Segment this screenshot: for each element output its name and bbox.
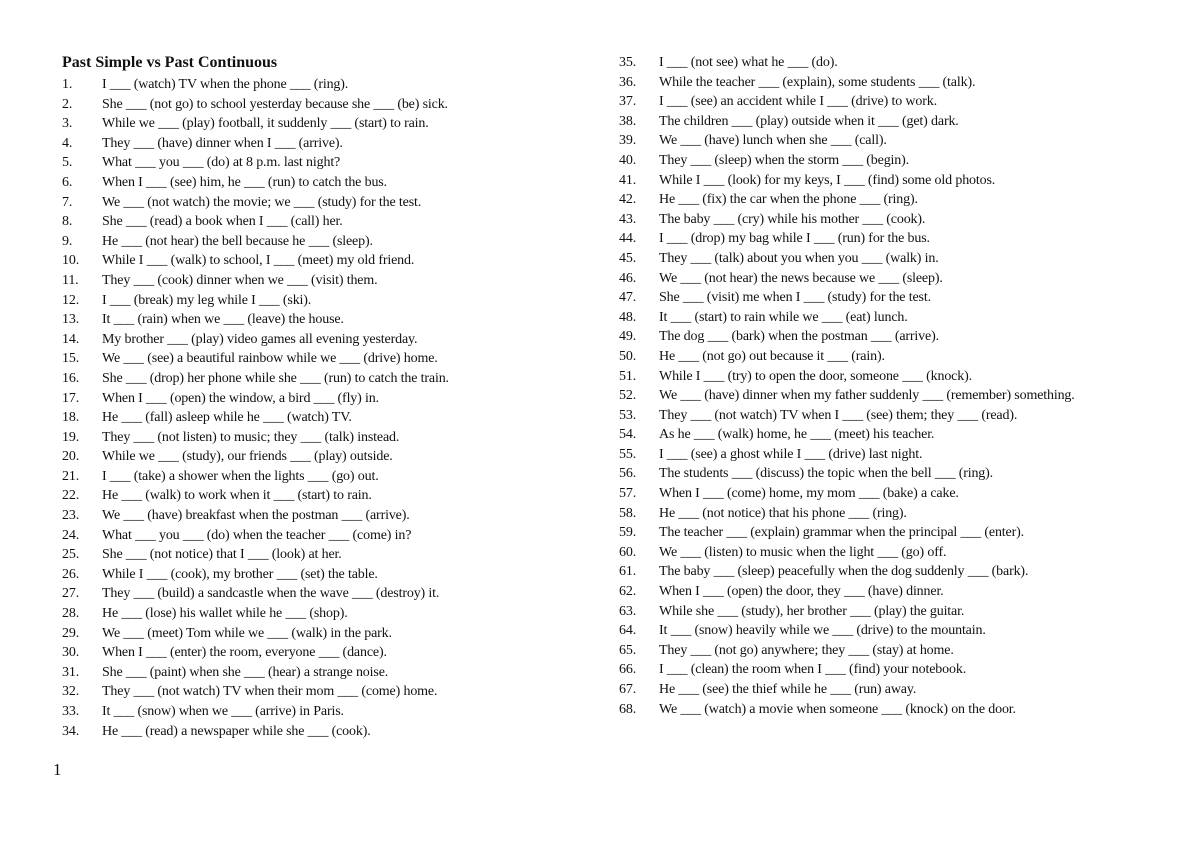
exercise-number: 63. xyxy=(619,603,637,619)
exercise-item xyxy=(619,210,1149,230)
exercise-number: 20. xyxy=(62,449,80,465)
exercise-item xyxy=(62,389,562,409)
exercise-number: 11. xyxy=(62,272,79,288)
exercise-sentence: She ___ (not go) to school yesterday because she ___ (be) sick. xyxy=(102,96,448,112)
exercise-item xyxy=(62,212,562,232)
exercise-sentence: I ___ (not see) what he ___ (do). xyxy=(659,55,838,70)
exercise-item xyxy=(619,523,1149,543)
exercise-sentence: He ___ (read) a newspaper while she ___ (cook). xyxy=(102,723,371,739)
exercise-sentence: He ___ (not notice) that his phone ___ (ring). xyxy=(659,505,907,521)
exercise-item xyxy=(619,602,1149,622)
exercise-item xyxy=(619,308,1149,328)
exercise-sentence: She ___ (paint) when she ___ (hear) a strange noise. xyxy=(102,664,389,680)
exercise-number: 7. xyxy=(62,194,73,210)
exercise-list-right xyxy=(619,53,1149,719)
exercise-sentence: They ___ (have) dinner when I ___ (arrive). xyxy=(102,135,343,151)
exercise-number: 52. xyxy=(619,388,637,404)
exercise-sentence: They ___ (build) a sandcastle when the wave ___ (destroy) it. xyxy=(102,586,440,602)
exercise-item xyxy=(62,506,562,526)
exercise-item xyxy=(62,232,562,252)
exercise-sentence: He ___ (not go) out because it ___ (rain). xyxy=(659,348,885,364)
exercise-sentence: He ___ (lose) his wallet while he ___ (shop). xyxy=(102,606,348,622)
exercise-sentence: They ___ (talk) about you when you ___ (walk) in. xyxy=(659,250,939,266)
exercise-sentence: I ___ (break) my leg while I ___ (ski). xyxy=(102,292,312,308)
exercise-sentence: They ___ (not watch) TV when I ___ (see) them; they ___ (read). xyxy=(659,407,1018,423)
exercise-sentence: It ___ (start) to rain while we ___ (eat) lunch. xyxy=(659,309,908,325)
exercise-item xyxy=(619,229,1149,249)
exercise-sentence: We ___ (have) breakfast when the postman ___ (arrive). xyxy=(102,508,410,524)
exercise-sentence: They ___ (cook) dinner when we ___ (visit) them. xyxy=(102,272,378,288)
exercise-sentence: What ___ you ___ (do) at 8 p.m. last night? xyxy=(102,155,341,171)
exercise-item xyxy=(619,112,1149,132)
exercise-item xyxy=(619,92,1149,112)
exercise-list-left xyxy=(62,75,562,741)
exercise-number: 44. xyxy=(619,231,637,247)
exercise-item xyxy=(62,565,562,585)
exercise-item xyxy=(619,190,1149,210)
exercise-number: 49. xyxy=(619,329,637,345)
exercise-sentence: While I ___ (look) for my keys, I ___ (find) some old photos. xyxy=(659,172,996,188)
exercise-sentence: We ___ (have) dinner when my father suddenly ___ (remember) something. xyxy=(659,388,1075,404)
exercise-item xyxy=(62,95,562,115)
exercise-number: 32. xyxy=(62,684,80,700)
exercise-item xyxy=(62,643,562,663)
exercise-item xyxy=(62,251,562,271)
exercise-sentence: He ___ (fall) asleep while he ___ (watch) TV. xyxy=(102,410,352,426)
exercise-sentence: She ___ (not notice) that I ___ (look) at her. xyxy=(102,547,342,563)
exercise-sentence: It ___ (snow) when we ___ (arrive) in Paris. xyxy=(102,704,344,719)
exercise-number: 1. xyxy=(62,77,73,92)
exercise-number: 23. xyxy=(62,508,80,524)
exercise-item xyxy=(62,604,562,624)
exercise-item xyxy=(62,526,562,546)
exercise-number: 61. xyxy=(619,564,637,580)
exercise-number: 55. xyxy=(619,446,637,462)
exercise-number: 36. xyxy=(619,74,637,90)
exercise-sentence: I ___ (watch) TV when the phone ___ (ring). xyxy=(102,77,349,92)
exercise-number: 33. xyxy=(62,704,80,719)
exercise-number: 26. xyxy=(62,566,80,582)
exercise-number: 59. xyxy=(619,525,637,541)
exercise-sentence: We ___ (not hear) the news because we ___ (sleep). xyxy=(659,270,943,286)
exercise-item xyxy=(62,193,562,213)
exercise-number: 10. xyxy=(62,253,80,269)
exercise-item xyxy=(619,464,1149,484)
page-number: 1 xyxy=(53,760,62,779)
exercise-item xyxy=(619,406,1149,426)
exercise-item xyxy=(619,151,1149,171)
exercise-sentence: As he ___ (walk) home, he ___ (meet) his teacher. xyxy=(659,427,935,443)
exercise-item xyxy=(619,386,1149,406)
page-title: Past Simple vs Past Continuous xyxy=(62,54,278,71)
exercise-number: 48. xyxy=(619,309,637,325)
exercise-number: 14. xyxy=(62,331,80,347)
exercise-item xyxy=(62,75,562,95)
exercise-number: 43. xyxy=(619,211,637,227)
exercise-number: 5. xyxy=(62,155,73,171)
exercise-sentence: When I ___ (come) home, my mom ___ (bake) a cake. xyxy=(659,486,959,502)
exercise-number: 35. xyxy=(619,55,637,70)
exercise-sentence: While the teacher ___ (explain), some students ___ (talk). xyxy=(659,74,976,90)
exercise-sentence: We ___ (have) lunch when she ___ (call). xyxy=(659,133,887,149)
exercise-item xyxy=(619,621,1149,641)
exercise-item xyxy=(62,408,562,428)
exercise-sentence: While I ___ (try) to open the door, someone ___ (knock). xyxy=(659,368,972,384)
exercise-sentence: They ___ (sleep) when the storm ___ (begin). xyxy=(659,152,910,168)
exercise-item xyxy=(619,288,1149,308)
exercise-sentence: She ___ (read) a book when I ___ (call) her. xyxy=(102,214,343,230)
exercise-item xyxy=(62,545,562,565)
exercise-sentence: While she ___ (study), her brother ___ (play) the guitar. xyxy=(659,603,965,619)
exercise-sentence: I ___ (drop) my bag while I ___ (run) for the bus. xyxy=(659,231,930,247)
exercise-number: 6. xyxy=(62,174,73,190)
exercise-item xyxy=(619,660,1149,680)
exercise-number: 68. xyxy=(619,701,637,717)
exercise-sentence: The students ___ (discuss) the topic when the bell ___ (ring). xyxy=(659,466,994,482)
exercise-item xyxy=(62,467,562,487)
exercise-number: 56. xyxy=(619,466,637,482)
exercise-number: 30. xyxy=(62,645,80,661)
exercise-number: 67. xyxy=(619,682,637,697)
exercise-sentence: We ___ (watch) a movie when someone ___ (knock) on the door. xyxy=(659,701,1016,717)
exercise-number: 66. xyxy=(619,662,637,678)
exercise-number: 22. xyxy=(62,488,80,504)
exercise-number: 39. xyxy=(619,133,637,149)
exercise-sentence: We ___ (meet) Tom while we ___ (walk) in the park. xyxy=(102,625,392,641)
exercise-number: 34. xyxy=(62,723,80,739)
exercise-item xyxy=(619,700,1149,720)
exercise-item xyxy=(619,445,1149,465)
exercise-item xyxy=(62,310,562,330)
exercise-item xyxy=(619,73,1149,93)
exercise-item xyxy=(62,114,562,134)
exercise-item xyxy=(62,682,562,702)
exercise-item xyxy=(619,543,1149,563)
exercise-item xyxy=(619,582,1149,602)
exercise-number: 12. xyxy=(62,292,80,308)
exercise-item xyxy=(62,428,562,448)
exercise-item xyxy=(62,624,562,644)
exercise-sentence: We ___ (not watch) the movie; we ___ (study) for the test. xyxy=(102,194,422,210)
exercise-number: 46. xyxy=(619,270,637,286)
exercise-sentence: The baby ___ (sleep) peacefully when the dog suddenly ___ (bark). xyxy=(659,564,1029,580)
exercise-item xyxy=(619,504,1149,524)
exercise-sentence: We ___ (listen) to music when the light ___ (go) off. xyxy=(659,544,947,560)
exercise-sentence: He ___ (see) the thief while he ___ (run) away. xyxy=(659,682,917,697)
exercise-item xyxy=(62,369,562,389)
exercise-sentence: While I ___ (walk) to school, I ___ (meet) my old friend. xyxy=(102,253,415,269)
exercise-sentence: She ___ (visit) me when I ___ (study) for the test. xyxy=(659,290,931,306)
exercise-sentence: They ___ (not watch) TV when their mom ___ (come) home. xyxy=(102,684,438,700)
exercise-sentence: They ___ (not listen) to music; they ___ (talk) instead. xyxy=(102,429,400,445)
exercise-sentence: When I ___ (see) him, he ___ (run) to catch the bus. xyxy=(102,174,387,190)
exercise-sentence: I ___ (see) an accident while I ___ (drive) to work. xyxy=(659,94,937,110)
exercise-item xyxy=(62,663,562,683)
exercise-sentence: They ___ (not go) anywhere; they ___ (stay) at home. xyxy=(659,642,954,658)
exercise-number: 65. xyxy=(619,642,637,658)
exercise-sentence: The teacher ___ (explain) grammar when the principal ___ (enter). xyxy=(659,525,1024,541)
exercise-number: 45. xyxy=(619,250,637,266)
exercise-number: 17. xyxy=(62,390,80,406)
exercise-item xyxy=(619,347,1149,367)
exercise-number: 8. xyxy=(62,214,73,230)
exercise-item xyxy=(62,486,562,506)
exercise-sentence: He ___ (not hear) the bell because he ___ (sleep). xyxy=(102,233,373,249)
exercise-number: 13. xyxy=(62,312,80,328)
exercise-item xyxy=(62,271,562,291)
exercise-sentence: What ___ you ___ (do) when the teacher ___ (come) in? xyxy=(102,527,412,543)
exercise-sentence: When I ___ (enter) the room, everyone ___ (dance). xyxy=(102,645,387,661)
exercise-sentence: I ___ (see) a ghost while I ___ (drive) last night. xyxy=(659,446,923,462)
exercise-sentence: I ___ (take) a shower when the lights ___ (go) out. xyxy=(102,468,379,484)
exercise-item xyxy=(619,562,1149,582)
exercise-sentence: I ___ (clean) the room when I ___ (find) your notebook. xyxy=(659,662,967,678)
exercise-item xyxy=(62,173,562,193)
exercise-sentence: It ___ (rain) when we ___ (leave) the house. xyxy=(102,312,344,328)
exercise-item xyxy=(619,367,1149,387)
exercise-number: 9. xyxy=(62,233,73,249)
exercise-item xyxy=(619,425,1149,445)
exercise-number: 2. xyxy=(62,96,73,112)
exercise-item xyxy=(619,249,1149,269)
exercise-number: 58. xyxy=(619,505,637,521)
exercise-sentence: While we ___ (play) football, it suddenly ___ (start) to rain. xyxy=(102,116,429,132)
exercise-item xyxy=(619,327,1149,347)
exercise-number: 28. xyxy=(62,606,80,622)
exercise-item xyxy=(62,134,562,154)
exercise-number: 3. xyxy=(62,116,73,132)
exercise-number: 21. xyxy=(62,468,80,484)
exercise-sentence: While I ___ (cook), my brother ___ (set) the table. xyxy=(102,566,378,582)
exercise-number: 38. xyxy=(619,113,637,129)
exercise-item xyxy=(619,484,1149,504)
exercise-number: 15. xyxy=(62,351,80,367)
exercise-number: 16. xyxy=(62,370,80,386)
exercise-number: 42. xyxy=(619,192,637,208)
exercise-number: 53. xyxy=(619,407,637,423)
exercise-number: 57. xyxy=(619,486,637,502)
exercise-item xyxy=(619,641,1149,661)
exercise-number: 47. xyxy=(619,290,637,306)
exercise-number: 18. xyxy=(62,410,80,426)
exercise-sentence: My brother ___ (play) video games all evening yesterday. xyxy=(102,331,418,347)
exercise-item xyxy=(619,680,1149,700)
exercise-number: 25. xyxy=(62,547,80,563)
exercise-item xyxy=(62,330,562,350)
exercise-sentence: She ___ (drop) her phone while she ___ (run) to catch the train. xyxy=(102,370,449,386)
exercise-number: 60. xyxy=(619,544,637,560)
exercise-number: 27. xyxy=(62,586,80,602)
exercise-number: 64. xyxy=(619,623,637,639)
exercise-number: 24. xyxy=(62,527,80,543)
exercise-number: 51. xyxy=(619,368,637,384)
exercise-item xyxy=(619,171,1149,191)
exercise-item xyxy=(62,584,562,604)
exercise-number: 19. xyxy=(62,429,80,445)
exercise-item xyxy=(62,291,562,311)
exercise-item xyxy=(619,131,1149,151)
exercise-item xyxy=(62,702,562,722)
exercise-number: 37. xyxy=(619,94,637,110)
exercise-number: 62. xyxy=(619,584,637,600)
exercise-item xyxy=(62,447,562,467)
exercise-sentence: The baby ___ (cry) while his mother ___ (cook). xyxy=(659,211,926,227)
exercise-sentence: While we ___ (study), our friends ___ (play) outside. xyxy=(102,449,393,465)
exercise-sentence: The children ___ (play) outside when it ___ (get) dark. xyxy=(659,113,959,129)
exercise-number: 40. xyxy=(619,152,637,168)
exercise-item xyxy=(62,722,562,742)
exercise-number: 4. xyxy=(62,135,73,151)
exercise-sentence: He ___ (walk) to work when it ___ (start) to rain. xyxy=(102,488,372,504)
exercise-item xyxy=(62,349,562,369)
exercise-sentence: We ___ (see) a beautiful rainbow while we ___ (drive) home. xyxy=(102,351,438,367)
exercise-item xyxy=(619,53,1149,73)
exercise-sentence: He ___ (fix) the car when the phone ___ (ring). xyxy=(659,192,918,208)
exercise-item xyxy=(619,269,1149,289)
exercise-number: 54. xyxy=(619,427,637,443)
exercise-sentence: When I ___ (open) the door, they ___ (have) dinner. xyxy=(659,584,944,600)
exercise-sentence: When I ___ (open) the window, a bird ___ (fly) in. xyxy=(102,390,379,406)
exercise-sentence: It ___ (snow) heavily while we ___ (drive) to the mountain. xyxy=(659,623,986,639)
exercise-number: 29. xyxy=(62,625,80,641)
exercise-item xyxy=(62,153,562,173)
exercise-number: 50. xyxy=(619,348,637,364)
exercise-number: 41. xyxy=(619,172,637,188)
exercise-number: 31. xyxy=(62,664,80,680)
exercise-sentence: The dog ___ (bark) when the postman ___ (arrive). xyxy=(659,329,939,345)
